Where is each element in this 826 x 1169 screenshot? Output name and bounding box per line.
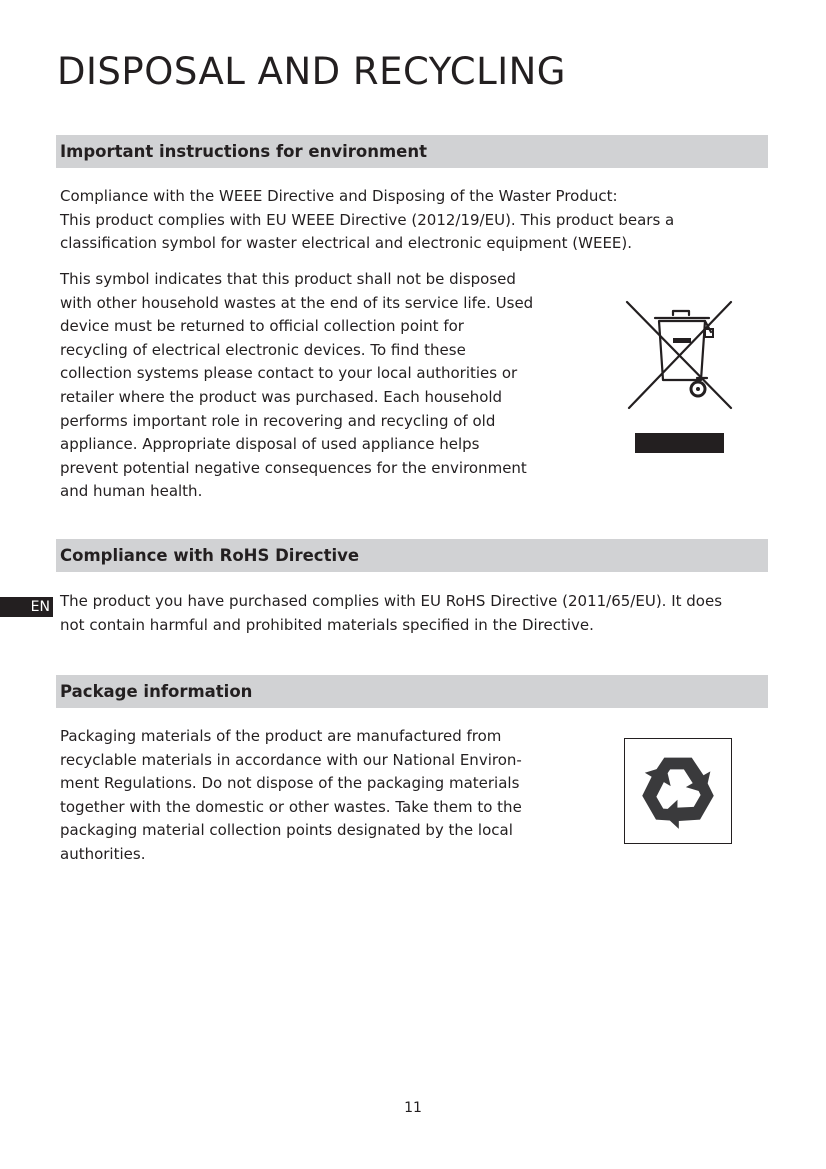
text-line: This symbol indicates that this product shall not be disposed [60, 270, 516, 288]
weee-solid-bar [635, 433, 724, 453]
recycle-icon [625, 739, 731, 843]
text-line: recyclable materials in accordance with our National Environ- [60, 750, 522, 769]
text-line: recycling of electrical electronic devices. To find these [60, 340, 466, 359]
language-tab: EN [0, 597, 53, 617]
text-line: performs important role in recovering and recycling of old [60, 411, 496, 430]
text-line: ment Regulations. Do not dispose of the packaging materials [60, 774, 520, 793]
text-line: Compliance with the WEEE Directive and Disposing of the Waster Product: [60, 187, 618, 205]
text-line: classification symbol for waster electrical and electronic equipment (WEEE). [60, 234, 633, 253]
text-line: The product you have purchased complies with EU RoHS Directive (2011/65/EU). It does [60, 592, 723, 610]
text-line: appliance. Appropriate disposal of used appliance helps [60, 435, 480, 454]
rohs-text [60, 590, 722, 637]
text-line: and human health. [60, 482, 203, 501]
text-line: together with the domestic or other wastes. Take them to the [60, 797, 522, 816]
text-line: Packaging materials of the product are manufactured from [60, 727, 502, 745]
text-line: packaging material collection points designated by the local [60, 821, 513, 840]
section-heading-package: Package information [56, 675, 768, 708]
text-line: prevent potential negative consequences for the environment [60, 458, 527, 477]
weee-crossed-bin-icon [621, 296, 737, 416]
text-line: This product complies with EU WEEE Directive (2012/19/EU). This product bears a [60, 210, 675, 229]
text-line: not contain harmful and prohibited materials specified in the Directive. [60, 615, 594, 634]
section-heading-rohs: Compliance with RoHS Directive [56, 539, 768, 572]
text-line: with other household wastes at the end of its service life. Used [60, 293, 534, 312]
section-heading-environment: Important instructions for environment [56, 135, 768, 168]
text-line: collection systems please contact to your local authorities or [60, 364, 518, 383]
recycle-symbol-box [624, 738, 732, 844]
text-line: device must be returned to official collection point for [60, 317, 464, 336]
text-line: retailer where the product was purchased. Each household [60, 387, 503, 406]
page-title: DISPOSAL AND RECYCLING [57, 50, 566, 93]
weee-intro-text [60, 185, 674, 256]
package-text [60, 725, 522, 867]
text-line: authorities. [60, 844, 146, 863]
page-number: 11 [404, 1100, 422, 1116]
weee-detail-text [60, 268, 533, 504]
